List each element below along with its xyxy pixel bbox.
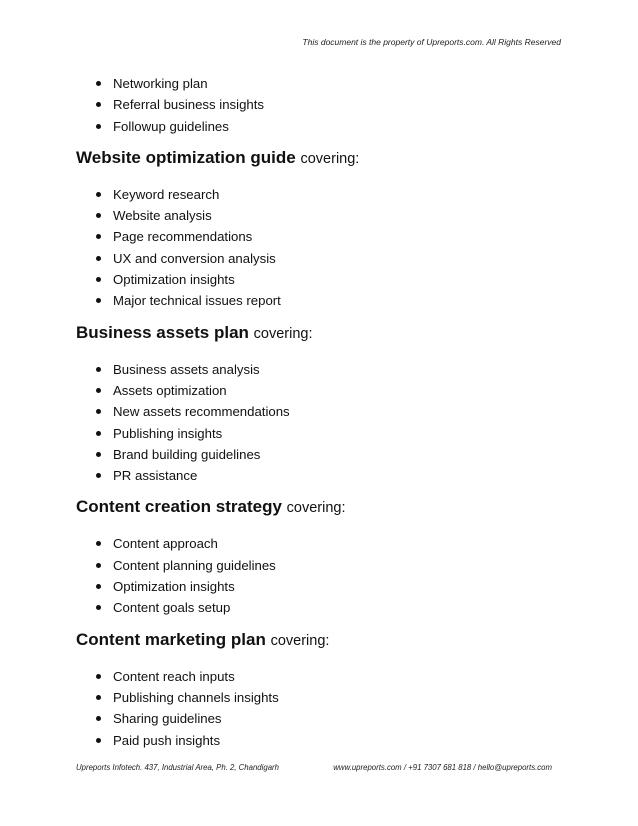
website-optimization-list: [76, 184, 576, 312]
bullet-icon: [96, 388, 101, 393]
list-item: Sharing guidelines: [96, 708, 576, 729]
list-item: Keyword research: [96, 184, 576, 205]
list-item: Optimization insights: [96, 576, 576, 597]
intro-bullet-list: [76, 73, 576, 137]
bullet-icon: [96, 452, 101, 457]
section-suffix: covering:: [286, 500, 346, 517]
content-creation-list: [76, 533, 576, 618]
bullet-icon: [96, 213, 101, 218]
bullet-icon: [96, 277, 101, 282]
bullet-icon: [96, 584, 101, 589]
list-item: Brand building guidelines: [96, 444, 576, 465]
business-assets-list: [76, 359, 576, 487]
list-item: UX and conversion analysis: [96, 248, 576, 269]
section-title: Website optimization guide: [76, 147, 296, 167]
section-heading-content-creation: [76, 496, 576, 519]
footer-address: Upreports Infotech. 437, Industrial Area, Ph. 2, Chandigarh: [76, 763, 279, 772]
list-item: Content goals setup: [96, 597, 576, 618]
section-heading-website-optimization: [76, 147, 576, 170]
footer-contact: www.upreports.com / +91 7307 681 818 / hello@upreports.com: [333, 763, 552, 772]
section-title: Content marketing plan: [76, 629, 266, 649]
list-item: Networking plan: [96, 73, 576, 94]
list-item: Publishing channels insights: [96, 687, 576, 708]
list-item: Major technical issues report: [96, 290, 576, 311]
bullet-icon: [96, 234, 101, 239]
section-heading-business-assets: [76, 322, 576, 345]
section-title: Content creation strategy: [76, 497, 282, 517]
list-item: Referral business insights: [96, 94, 576, 115]
bullet-icon: [96, 674, 101, 679]
section-title: Business assets plan: [76, 322, 249, 342]
bullet-icon: [96, 473, 101, 478]
bullet-icon: [96, 409, 101, 414]
list-item: Business assets analysis: [96, 359, 576, 380]
bullet-icon: [96, 192, 101, 197]
list-item: Followup guidelines: [96, 116, 576, 137]
document-property-note: This document is the property of Upreports.com. All Rights Reserved: [302, 37, 561, 47]
document-body: [76, 73, 576, 751]
bullet-icon: [96, 298, 101, 303]
bullet-icon: [96, 256, 101, 261]
bullet-icon: [96, 81, 101, 86]
list-item: Publishing insights: [96, 423, 576, 444]
list-item: Page recommendations: [96, 226, 576, 247]
bullet-icon: [96, 541, 101, 546]
list-item: Optimization insights: [96, 269, 576, 290]
list-item: New assets recommendations: [96, 401, 576, 422]
section-suffix: covering:: [300, 150, 360, 167]
section-suffix: covering:: [253, 325, 313, 342]
list-item: Website analysis: [96, 205, 576, 226]
bullet-icon: [96, 367, 101, 372]
list-item: Content approach: [96, 533, 576, 554]
content-marketing-list: [76, 666, 576, 751]
bullet-icon: [96, 124, 101, 129]
list-item: Assets optimization: [96, 380, 576, 401]
bullet-icon: [96, 695, 101, 700]
bullet-icon: [96, 605, 101, 610]
list-item: Content reach inputs: [96, 666, 576, 687]
section-heading-content-marketing: [76, 629, 576, 652]
bullet-icon: [96, 431, 101, 436]
list-item: Paid push insights: [96, 730, 576, 751]
list-item: Content planning guidelines: [96, 555, 576, 576]
bullet-icon: [96, 563, 101, 568]
section-suffix: covering:: [270, 632, 330, 649]
bullet-icon: [96, 102, 101, 107]
list-item: PR assistance: [96, 465, 576, 486]
bullet-icon: [96, 738, 101, 743]
bullet-icon: [96, 716, 101, 721]
